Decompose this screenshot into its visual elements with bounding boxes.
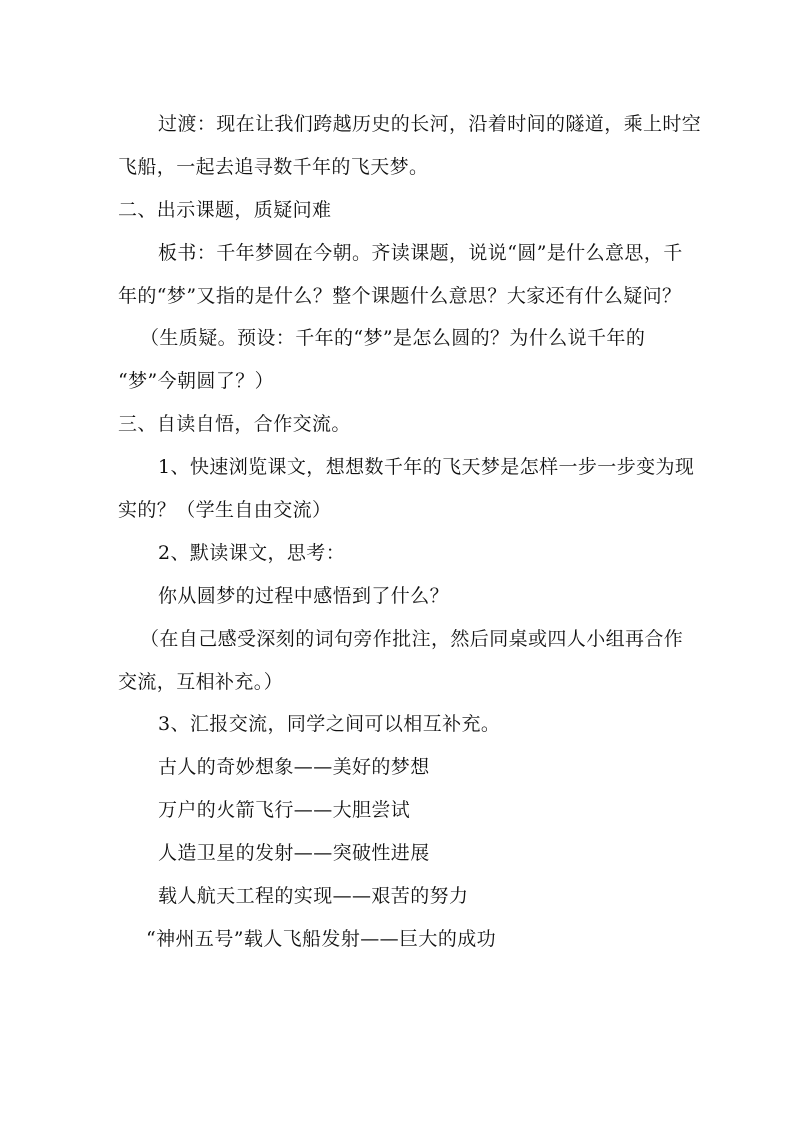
list-item-ancient-imagination: 古人的奇妙想象——美好的梦想 [158, 756, 430, 778]
step-2: 2、默读课文，思考： [158, 542, 346, 564]
list-item-shenzhou-5: “神州五号”载人飞船发射——巨大的成功 [146, 928, 497, 950]
step-2-question: 你从圆梦的过程中感悟到了什么？ [158, 585, 450, 607]
paragraph-questions-line-2: “梦”今朝圆了？） [118, 370, 275, 392]
list-item-satellite-launch: 人造卫星的发射——突破性进展 [158, 842, 430, 864]
step-2-note-line-1: （在自己感受深刻的词句旁作批注，然后同桌或四人小组再合作 [140, 628, 684, 650]
step-1-line-1: 1、快速浏览课文，想想数千年的飞天梦是怎样一步一步变为现 [158, 456, 695, 478]
step-3: 3、汇报交流，同学之间可以相互补充。 [158, 713, 501, 735]
paragraph-transition-line-2: 飞船，一起去追寻数千年的飞天梦。 [118, 156, 429, 178]
section-heading-2: 二、出示课题，质疑问难 [118, 199, 332, 221]
paragraph-blackboard-line-2: 年的“梦”又指的是什么？整个课题什么意思？大家还有什么疑问？ [118, 285, 682, 307]
list-item-manned-spaceflight: 载人航天工程的实现——艰苦的努力 [158, 885, 469, 907]
step-1-line-2: 实的？（学生自由交流） [118, 499, 332, 521]
step-2-note-line-2: 交流，互相补充。） [118, 671, 284, 693]
list-item-wanhu-rocket: 万户的火箭飞行——大胆尝试 [158, 799, 411, 821]
paragraph-transition-line-1: 过渡：现在让我们跨越历史的长河，沿着时间的隧道，乘上时空 [158, 113, 702, 135]
section-heading-3: 三、自读自悟，合作交流。 [118, 413, 351, 435]
paragraph-blackboard-line-1: 板书：千年梦圆在今朝。齐读课题，说说“圆”是什么意思，千 [158, 242, 683, 264]
paragraph-questions-line-1: （生质疑。预设：千年的“梦”是怎么圆的？为什么说千年的 [140, 327, 646, 349]
